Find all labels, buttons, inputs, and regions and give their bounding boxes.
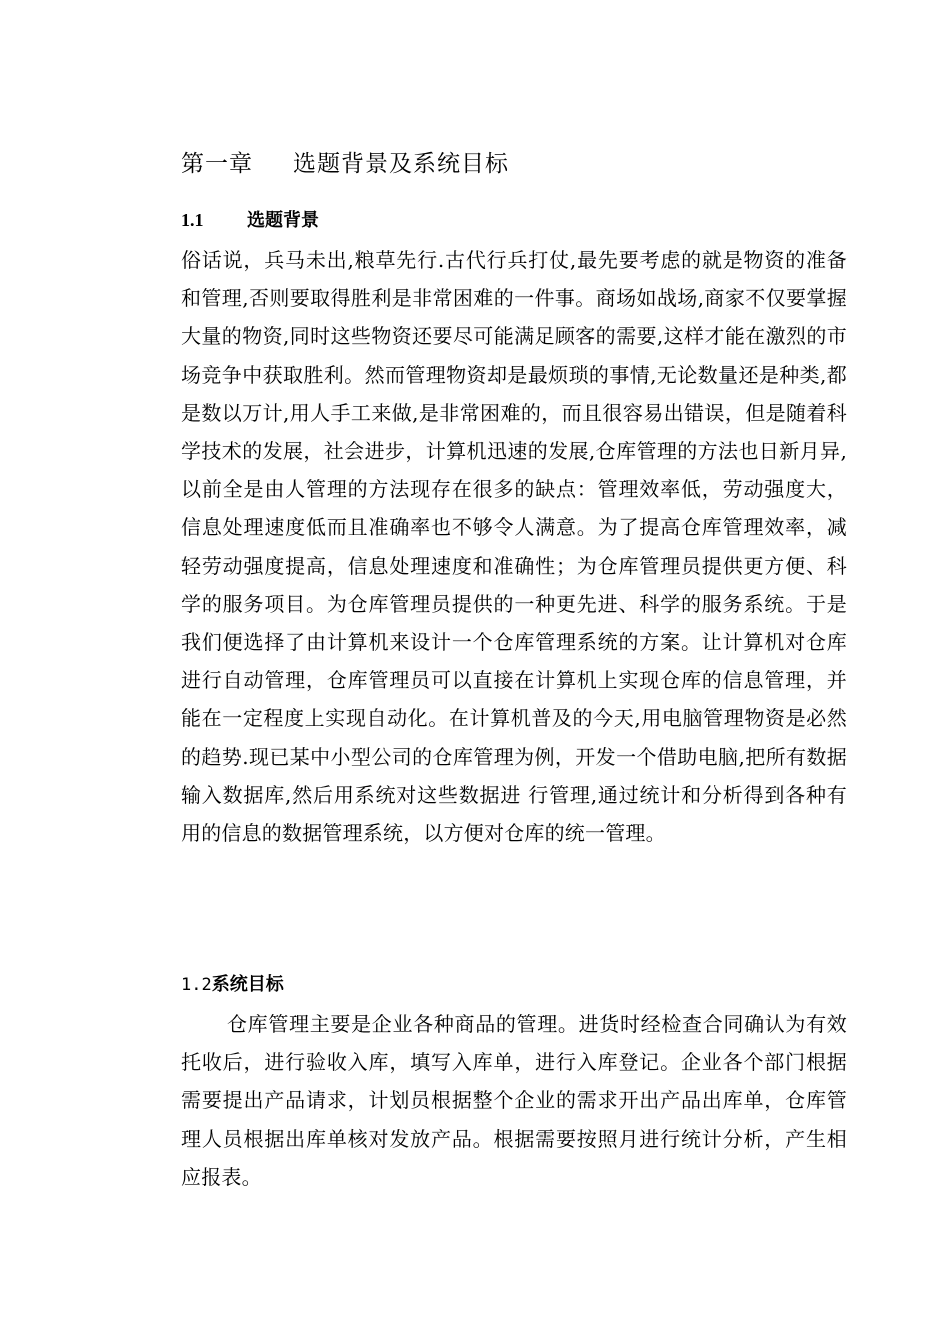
section-title: 选题背景	[247, 210, 319, 231]
section-heading-1-2	[181, 970, 284, 996]
chapter-title	[181, 145, 509, 178]
chapter-number: 第一章	[181, 151, 253, 177]
chapter-title-text: 选题背景及系统目标	[293, 151, 509, 177]
paragraph-background: 俗话说，兵马未出,粮草先行.古代行兵打仗,最先要考虑的就是物资的准备和管理,否则要取得胜利是非常困难的一件事。商场如战场,商家不仅要掌握大量的物资,同时这些物资还要尽可能满足顾客的需要,这样才能在激烈的市场竞争中获取胜利。然而管理物资却是最烦琐的事情,无论数量还是种类,都是数以万计,用人手工来做,是非常困难的，而且很容易出错误，但是随着科学技术的发展，社会进步，计算机迅速的发展,仓库管理的方法也日新月异,以前全是由人管理的方法现存在很多的缺点：管理效率低，劳动强度大，信息处理速度低而且准确率也不够令人满意。为了提高仓库管理效率，减轻劳动强度提高，信息处理速度和准确性；为仓库管理员提供更方便、科学的服务项目。为仓库管理员提供的一种更先进、科学的服务系统。于是我们便选择了由计算机来设计一个仓库管理系统的方案。让计算机对仓库进行自动管理，仓库管理员可以直接在计算机上实现仓库的信息管理，并能在一定程度上实现自动化。在计算机普及的今天,用电脑管理物资是必然的趋势.现已某中小型公司的仓库管理为例，开发一个借助电脑,把所有数据输入数据库,然后用系统对这些数据进 行管理,通过统计和分析得到各种有用的信息的数据管理系统，以方便对仓库的统一管理。	[181, 248, 847, 846]
section-number: 1.2	[181, 975, 212, 995]
section-heading-1-1	[181, 206, 319, 232]
paragraph-goals: 仓库管理主要是企业各种商品的管理。进货时经检查合同确认为有效托收后，进行验收入库，填写入库单，进行入库登记。企业各个部门根据需要提出产品请求，计划员根据整个企业的需求开出产品出库单，仓库管理人员根据出库单核对发放产品。根据需要按照月进行统计分析，产生相应报表。	[181, 1012, 847, 1189]
section-number: 1.1	[181, 210, 204, 230]
section-title: 系统目标	[211, 974, 284, 995]
